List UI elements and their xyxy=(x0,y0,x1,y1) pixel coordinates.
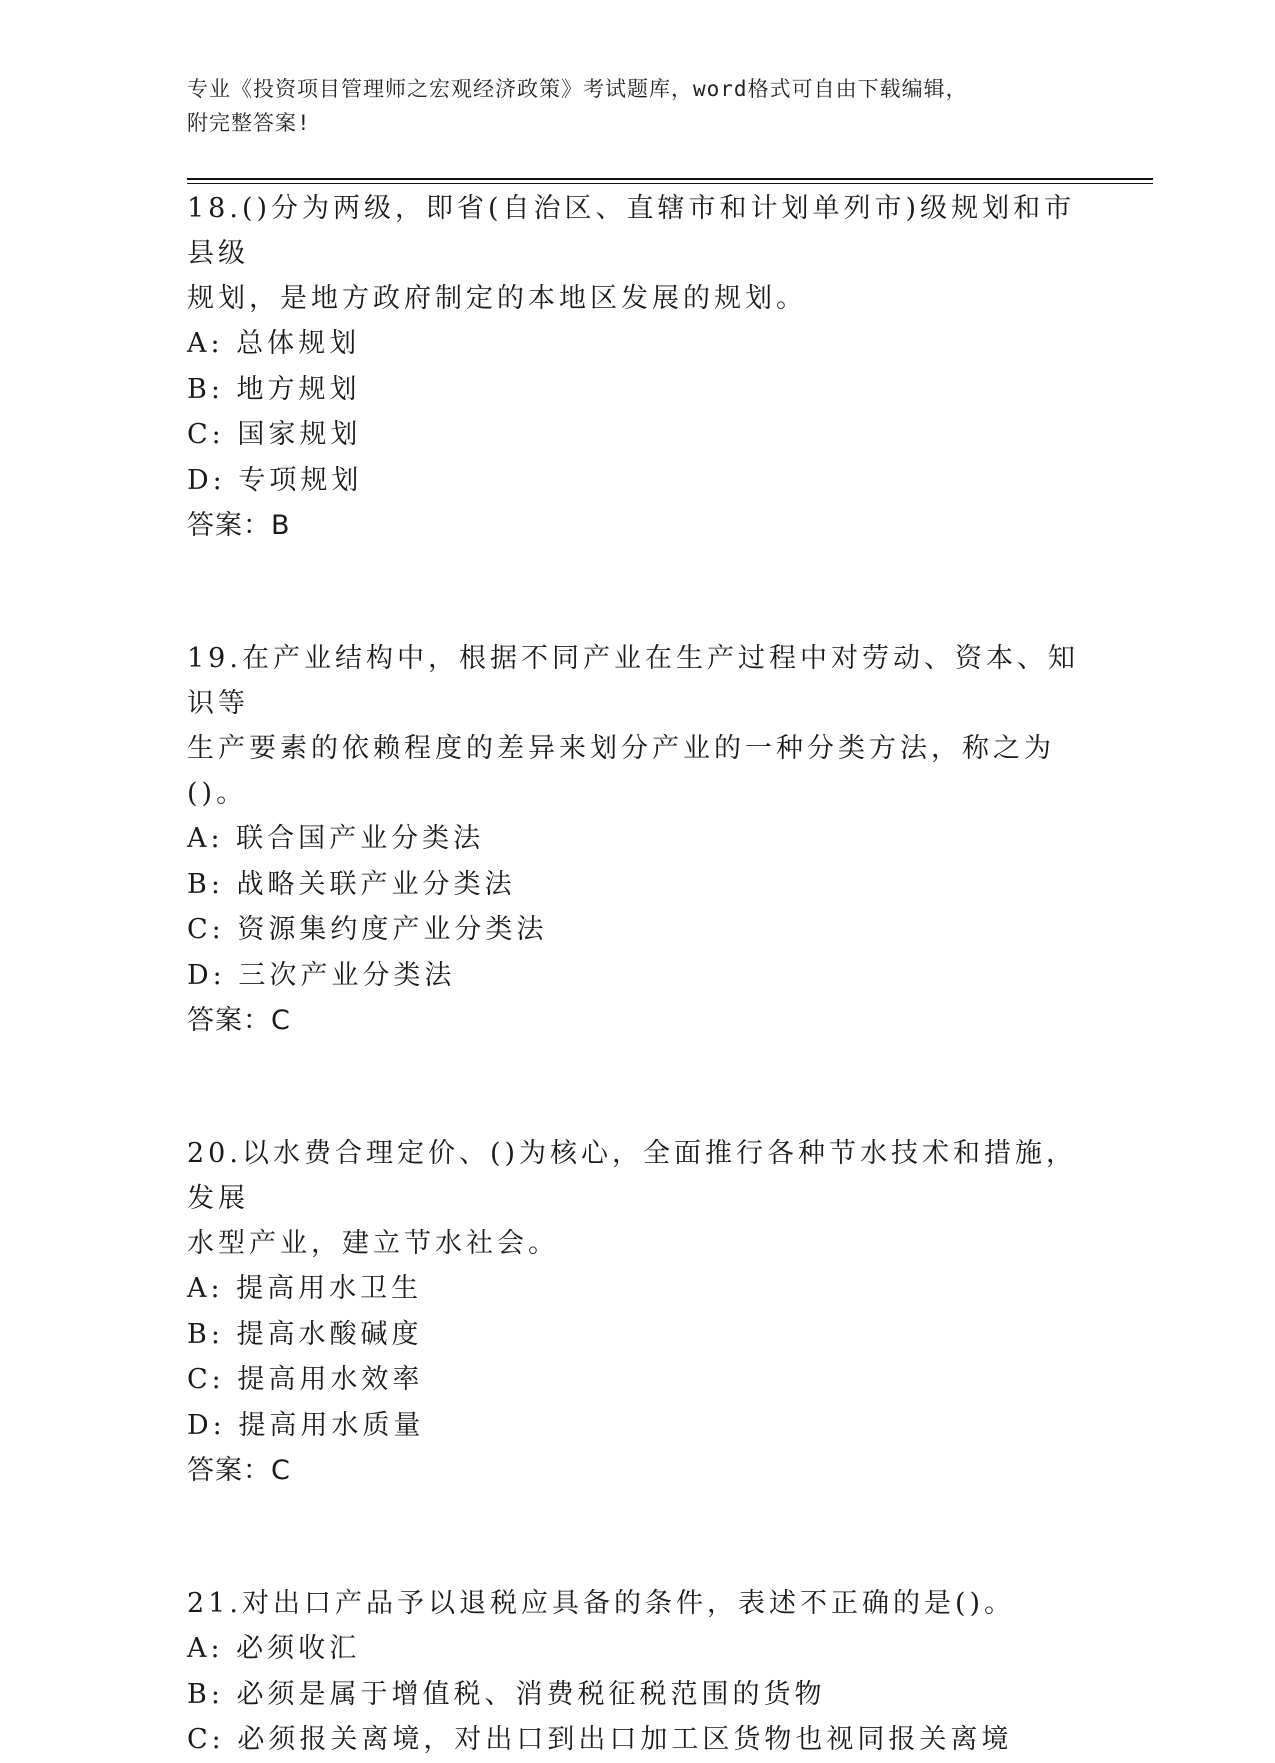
option-c: C: 国家规划 xyxy=(187,419,362,450)
question-stem: 18.()分为两级，即省(自治区、直辖市和计划单列市)级规划和市县级 xyxy=(187,193,1076,269)
answer: 答案：C xyxy=(187,1455,291,1486)
question-18 xyxy=(187,186,1087,548)
question-spacer xyxy=(187,1043,1087,1131)
option-a: A: 总体规划 xyxy=(187,328,361,359)
option-a: A: 联合国产业分类法 xyxy=(187,823,485,854)
option-d: D: 三次产业分类法 xyxy=(187,959,456,991)
document-header xyxy=(187,72,1067,140)
question-stem: 水型产业，建立节水社会。 xyxy=(187,1228,559,1259)
question-stem: 19.在产业结构中，根据不同产业在生产过程中对劳动、资本、知识等 xyxy=(187,643,1079,719)
option-b: B: 必须是属于增值税、消费税征税范围的货物 xyxy=(187,1678,826,1710)
question-stem: 20.以水费合理定价、()为核心，全面推行各种节水技术和措施，发展 xyxy=(187,1138,1078,1214)
option-d: D: 专项规划 xyxy=(187,464,363,496)
header-line-2: 附完整答案! xyxy=(187,111,311,135)
header-line-1: 专业《投资项目管理师之宏观经济政策》考试题库，word格式可自由下载编辑， xyxy=(187,77,968,101)
option-b: B: 地方规划 xyxy=(187,373,361,405)
header-divider-thick xyxy=(187,178,1153,180)
option-b: B: 提高水酸碱度 xyxy=(187,1318,423,1350)
option-a: A: 提高用水卫生 xyxy=(187,1273,423,1304)
question-stem: 规划，是地方政府制定的本地区发展的规划。 xyxy=(187,283,807,314)
header-divider-thin xyxy=(187,183,1153,184)
option-d: D: 提高用水质量 xyxy=(187,1409,425,1441)
question-19 xyxy=(187,636,1087,1043)
question-20 xyxy=(187,1131,1087,1493)
option-c: C: 提高用水效率 xyxy=(187,1364,424,1395)
question-list xyxy=(187,186,1087,1763)
question-spacer xyxy=(187,1493,1087,1581)
question-stem: 生产要素的依赖程度的差异来划分产业的一种分类方法，称之为()。 xyxy=(187,733,1055,809)
question-spacer xyxy=(187,548,1087,636)
option-b: B: 战略关联产业分类法 xyxy=(187,868,516,900)
option-a: A: 必须收汇 xyxy=(187,1633,361,1664)
answer: 答案：C xyxy=(187,1005,291,1036)
question-stem: 21.对出口产品予以退税应具备的条件，表述不正确的是()。 xyxy=(187,1588,1016,1619)
option-c: C: 必须报关离境，对出口到出口加工区货物也视同报关离境 xyxy=(187,1724,1013,1755)
option-c: C: 资源集约度产业分类法 xyxy=(187,914,548,945)
answer: 答案：B xyxy=(187,510,291,541)
question-21 xyxy=(187,1581,1087,1763)
